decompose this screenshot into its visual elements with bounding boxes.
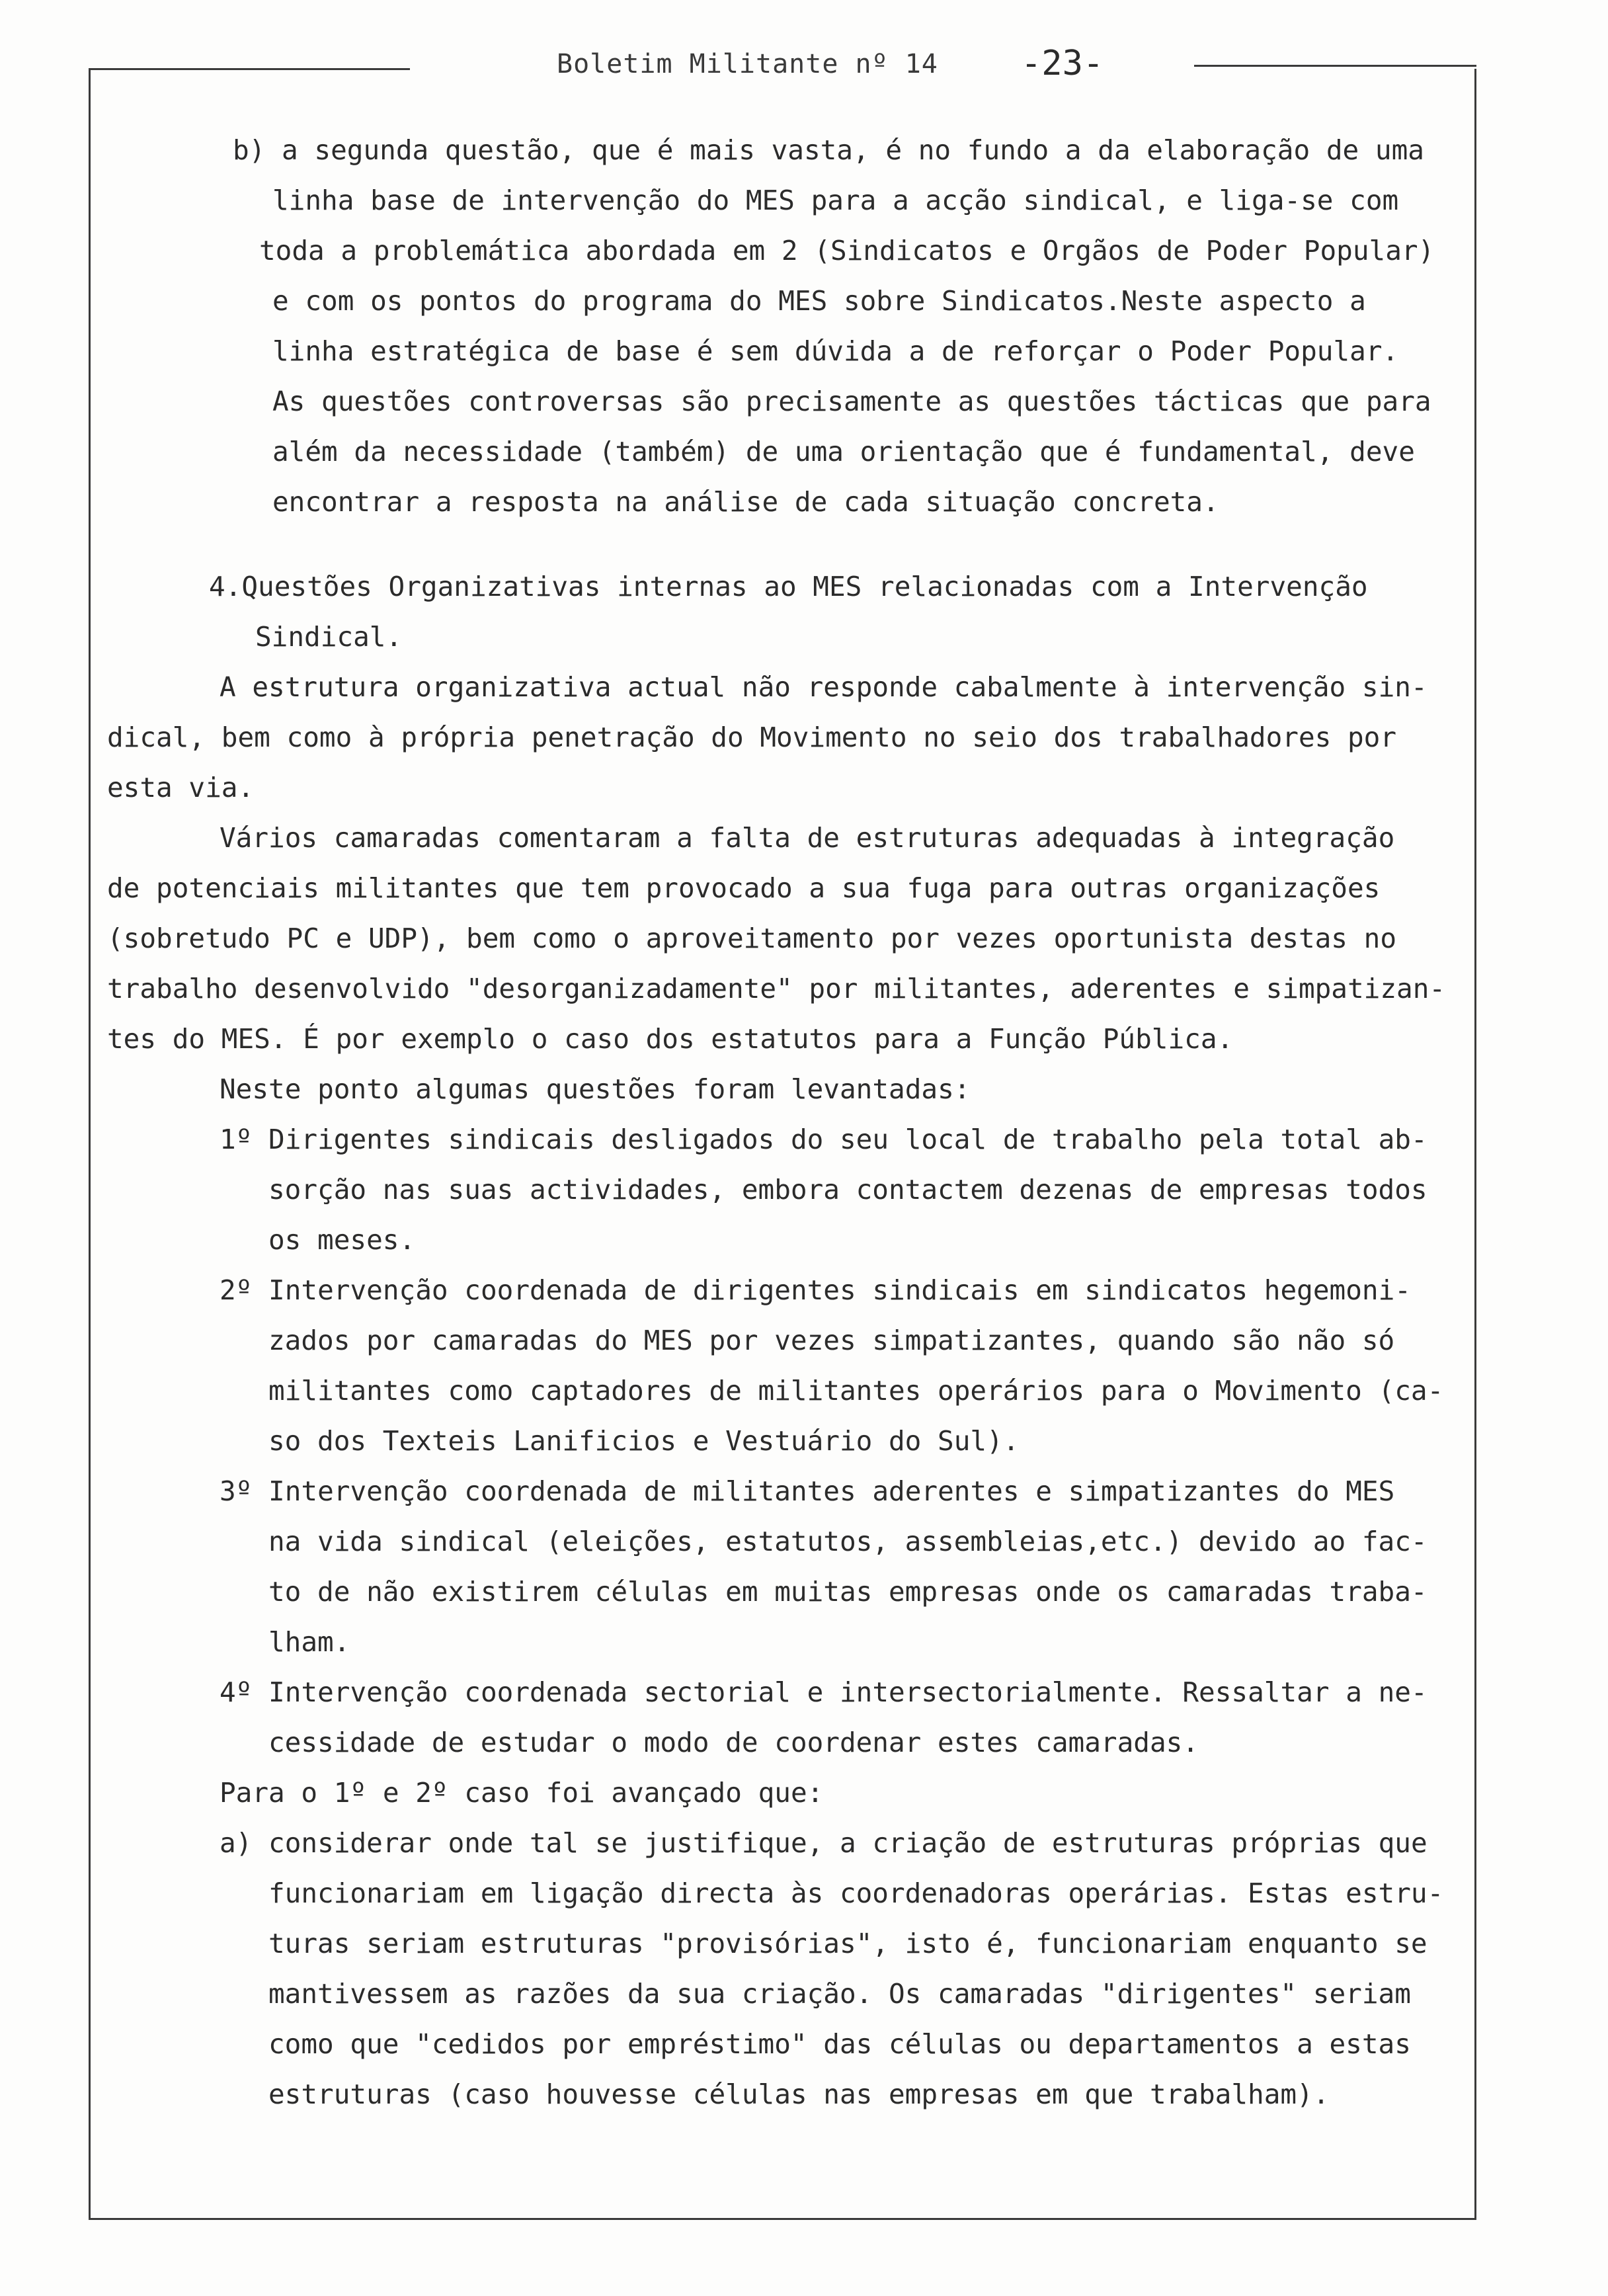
frame-right-border	[1474, 69, 1476, 2219]
header-rule-right	[1194, 65, 1476, 67]
text-line: tes do MES. É por exemplo o caso dos estatutos para a Função Pública.	[107, 1023, 1234, 1055]
text-line: zados por camaradas do MES por vezes simpatizantes, quando são não só	[268, 1325, 1395, 1356]
text-line: Para o 1º e 2º caso foi avançado que:	[220, 1777, 824, 1809]
text-line: toda a problemática abordada em 2 (Sindicatos e Orgãos de Poder Popular)	[259, 235, 1435, 266]
frame-left-border	[89, 69, 91, 2219]
text-line: além da necessidade (também) de uma orientação que é fundamental, deve	[272, 436, 1415, 468]
text-line: de potenciais militantes que tem provocado a sua fuga para outras organizações	[107, 872, 1381, 904]
text-line: dical, bem como à própria penetração do Movimento no seio dos trabalhadores por	[107, 721, 1397, 753]
header-rule-left	[89, 68, 410, 70]
text-line: sorção nas suas actividades, embora contactem dezenas de empresas todos	[268, 1174, 1427, 1206]
text-line: funcionariam em ligação directa às coordenadoras operárias. Estas estru-	[268, 1877, 1444, 1909]
list-item: 3º Intervenção coordenada de militantes aderentes e simpatizantes do MES	[220, 1475, 1395, 1507]
page-number: -23-	[1021, 44, 1104, 83]
text-line: lham.	[268, 1626, 350, 1658]
frame-bottom-border	[89, 2218, 1476, 2220]
list-item: 4º Intervenção coordenada sectorial e intersectorialmente. Ressaltar a ne-	[220, 1676, 1427, 1708]
text-line: Vários camaradas comentaram a falta de estruturas adequadas à integração	[220, 822, 1395, 854]
text-line: turas seriam estruturas "provisórias", isto é, funcionariam enquanto se	[268, 1928, 1427, 1959]
text-line: to de não existirem células em muitas empresas onde os camaradas traba-	[268, 1576, 1427, 1608]
text-line: cessidade de estudar o modo de coordenar estes camaradas.	[268, 1727, 1199, 1758]
text-line: encontrar a resposta na análise de cada situação concreta.	[272, 486, 1219, 518]
text-line: estruturas (caso houvesse células nas empresas em que trabalham).	[268, 2078, 1330, 2110]
text-line: trabalho desenvolvido "desorganizadamente" por militantes, aderentes e simpatizan-	[107, 973, 1446, 1004]
list-item: 1º Dirigentes sindicais desligados do seu local de trabalho pela total ab-	[220, 1124, 1427, 1155]
text-line: linha estratégica de base é sem dúvida a de reforçar o Poder Popular.	[272, 335, 1399, 367]
text-line: esta via.	[107, 772, 255, 803]
text-line: Neste ponto algumas questões foram levantadas:	[220, 1073, 971, 1105]
text-line: mantivessem as razões da sua criação. Os camaradas "dirigentes" seriam	[268, 1978, 1411, 2010]
text-line: (sobretudo PC e UDP), bem como o aproveitamento por vezes oportunista destas no	[107, 922, 1397, 954]
text-line: As questões controversas são precisamente as questões tácticas que para	[272, 386, 1431, 417]
section-heading: Sindical.	[255, 621, 403, 653]
text-line: b) a segunda questão, que é mais vasta, é no fundo a da elaboração de uma	[233, 134, 1424, 166]
section-heading: 4.Questões Organizativas internas ao MES relacionadas com a Intervenção	[209, 571, 1368, 602]
text-line: na vida sindical (eleições, estatutos, assembleias,etc.) devido ao fac-	[268, 1526, 1427, 1557]
text-line: como que "cedidos por empréstimo" das células ou departamentos a estas	[268, 2028, 1411, 2060]
text-line: A estrutura organizativa actual não responde cabalmente à intervenção sin-	[220, 671, 1427, 703]
text-line: militantes como captadores de militantes operários para o Movimento (ca-	[268, 1375, 1444, 1407]
text-line: os meses.	[268, 1224, 416, 1256]
text-line: so dos Texteis Lanificios e Vestuário do Sul).	[268, 1425, 1020, 1457]
text-line: e com os pontos do programa do MES sobre Sindicatos.Neste aspecto a	[272, 285, 1366, 317]
header-title: Boletim Militante nº 14	[557, 49, 938, 79]
list-item: a) considerar onde tal se justifique, a criação de estruturas próprias que	[220, 1827, 1427, 1859]
text-line: linha base de intervenção do MES para a acção sindical, e liga-se com	[272, 184, 1399, 216]
list-item: 2º Intervenção coordenada de dirigentes sindicais em sindicatos hegemoni-	[220, 1274, 1411, 1306]
